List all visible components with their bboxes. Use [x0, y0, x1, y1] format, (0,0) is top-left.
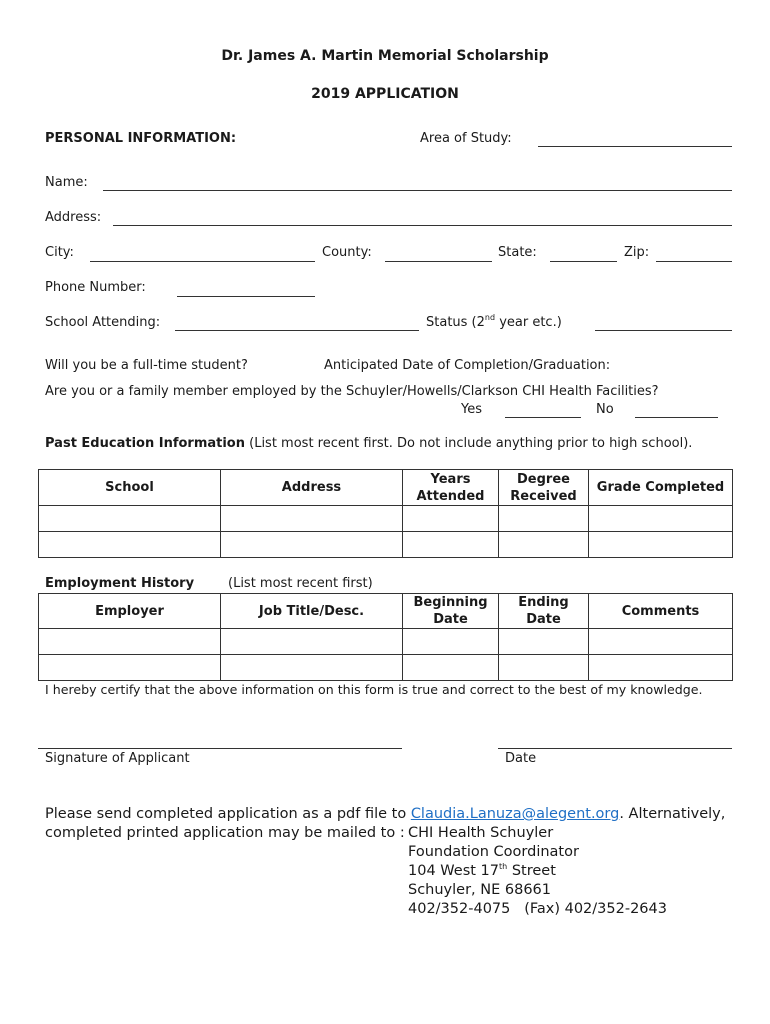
no-label: No — [596, 402, 614, 417]
employment-col-job-title: Job Title/Desc. — [221, 594, 403, 629]
employment-col-beginning: Beginning Date — [403, 594, 499, 629]
table-cell[interactable] — [499, 629, 589, 655]
employment-header-row — [39, 594, 733, 629]
completion-date-label: Anticipated Date of Completion/Graduation: — [324, 358, 611, 373]
name-field[interactable] — [103, 190, 732, 191]
city-field[interactable] — [90, 261, 315, 262]
table-cell[interactable] — [39, 506, 221, 532]
school-attending-field[interactable] — [175, 330, 419, 331]
table-cell[interactable] — [499, 655, 589, 681]
table-cell[interactable] — [499, 532, 589, 558]
address-title: Foundation Coordinator — [408, 844, 579, 860]
state-label: State: — [498, 245, 537, 260]
name-label: Name: — [45, 175, 88, 190]
address-street: 104 West 17th Street — [408, 862, 556, 879]
personal-info-heading: PERSONAL INFORMATION: — [45, 131, 237, 146]
status-field[interactable] — [595, 330, 732, 331]
employment-question: Are you or a family member employed by the Schuyler/Howells/Clarkson CHI Health Facilities? — [45, 384, 659, 399]
signature-label: Signature of Applicant — [45, 751, 190, 766]
table-cell[interactable] — [39, 629, 221, 655]
employment-heading: Employment History — [45, 576, 195, 591]
employment-col-comments: Comments — [589, 594, 733, 629]
date-label: Date — [505, 751, 537, 766]
table-cell[interactable] — [403, 655, 499, 681]
education-heading: Past Education Information (List most recent first. Do not include anything prior to high school). — [45, 436, 693, 451]
table-cell[interactable] — [589, 532, 733, 558]
yes-field[interactable] — [505, 417, 581, 418]
table-cell[interactable] — [589, 506, 733, 532]
table-cell[interactable] — [499, 506, 589, 532]
table-cell[interactable] — [403, 532, 499, 558]
phone-label: Phone Number: — [45, 280, 146, 295]
form-title: Dr. James A. Martin Memorial Scholarship — [221, 48, 549, 64]
area-of-study-field[interactable] — [538, 146, 732, 147]
phone-field[interactable] — [177, 296, 315, 297]
county-field[interactable] — [385, 261, 492, 262]
table-cell[interactable] — [589, 629, 733, 655]
education-col-grade: Grade Completed — [589, 470, 733, 506]
employment-note: (List most recent first) — [228, 576, 373, 591]
education-col-degree: Degree Received — [499, 470, 589, 506]
school-attending-label: School Attending: — [45, 315, 161, 330]
employment-table — [38, 593, 733, 681]
table-cell[interactable] — [221, 506, 403, 532]
address-field[interactable] — [113, 225, 732, 226]
send-instructions: Please send completed application as a pdf file to Claudia.Lanuza@alegent.org. Alternatively, — [45, 806, 726, 822]
table-row — [39, 655, 733, 681]
yes-label: Yes — [461, 402, 482, 417]
mail-instructions: completed printed application may be mailed to : — [45, 825, 405, 841]
zip-field[interactable] — [656, 261, 732, 262]
status-label: Status (2nd year etc.) — [426, 313, 562, 330]
address-label: Address: — [45, 210, 102, 225]
employment-col-ending: Ending Date — [499, 594, 589, 629]
area-of-study-label: Area of Study: — [420, 131, 512, 146]
certify-statement: I hereby certify that the above information on this form is true and correct to the best of my knowledge. — [45, 682, 703, 697]
fulltime-question: Will you be a full-time student? — [45, 358, 248, 373]
table-cell[interactable] — [39, 532, 221, 558]
table-row — [39, 629, 733, 655]
table-row — [39, 532, 733, 558]
no-field[interactable] — [635, 417, 718, 418]
education-col-years: Years Attended — [403, 470, 499, 506]
email-link[interactable]: Claudia.Lanuza@alegent.org — [410, 806, 620, 822]
education-col-address: Address — [221, 470, 403, 506]
table-row — [39, 506, 733, 532]
form-subtitle: 2019 APPLICATION — [311, 86, 459, 102]
employment-col-employer: Employer — [39, 594, 221, 629]
state-field[interactable] — [550, 261, 617, 262]
address-city: Schuyler, NE 68661 — [408, 882, 552, 898]
county-label: County: — [322, 245, 372, 260]
table-cell[interactable] — [221, 655, 403, 681]
education-col-school: School — [39, 470, 221, 506]
education-table — [38, 469, 733, 558]
table-cell[interactable] — [221, 532, 403, 558]
address-phone: 402/352-4075 (Fax) 402/352-2643 — [408, 901, 667, 917]
table-cell[interactable] — [39, 655, 221, 681]
table-cell[interactable] — [403, 506, 499, 532]
address-name: CHI Health Schuyler — [408, 825, 554, 841]
education-header-row — [39, 470, 733, 506]
table-cell[interactable] — [589, 655, 733, 681]
table-cell[interactable] — [221, 629, 403, 655]
city-label: City: — [45, 245, 74, 260]
zip-label: Zip: — [624, 245, 650, 260]
signature-field[interactable] — [38, 748, 402, 749]
table-cell[interactable] — [403, 629, 499, 655]
date-field[interactable] — [498, 748, 732, 749]
